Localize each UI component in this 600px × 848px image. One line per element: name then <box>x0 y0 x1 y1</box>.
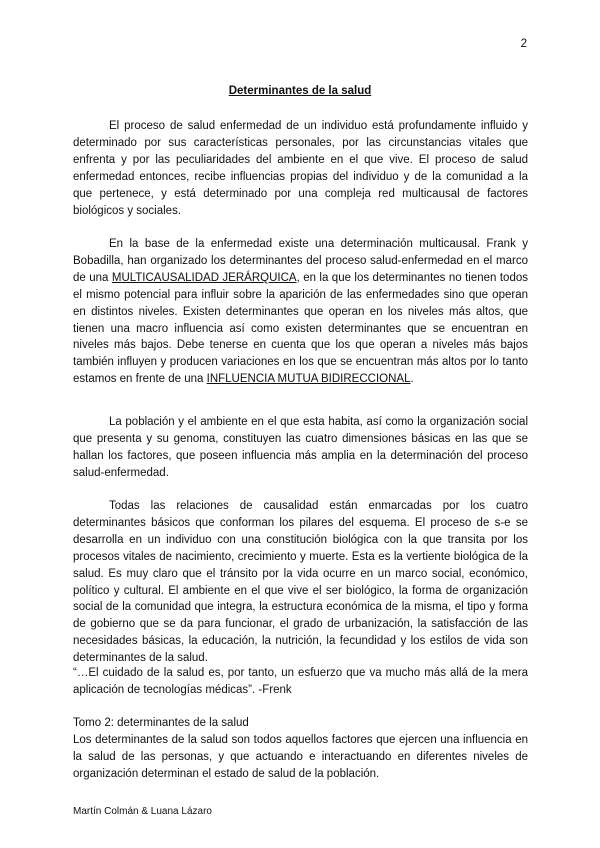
paragraph-3 <box>73 414 528 482</box>
frenk-quote <box>73 665 528 699</box>
page-title: Determinantes de la salud <box>228 85 372 97</box>
paragraph-2-part-a: En la base de la enfermedad existe una determinación multicausal. Frank y Bobadilla, han organizado los determinantes del proceso salud-enfermedad en el marco de una <box>73 238 528 284</box>
paragraph-4 <box>73 498 528 667</box>
paragraph-2-text <box>73 236 528 388</box>
paragraph-2-part-b: , en la que los determinantes no tienen todos el mismo potencial para influir sobre la aparición de las enfermedades sino que operan en distintos niveles. Existen determinantes que operan en los niveles más altos, que tienen una macro influencia así como existen determinantes que se encuentran en niveles más bajos. Debe tenerse en cuenta que los que operan a niveles más bajos también influyen y producen variaciones en los que se encuentran más altos por lo tanto estamos en frente de una <box>73 271 528 386</box>
paragraph-2-part-c: . <box>410 373 414 386</box>
influencia-term: INFLUENCIA MUTUA BIDIRECCIONAL <box>206 373 411 386</box>
quote-text: “…El cuidado de la salud es, por tanto, un esfuerzo que va mucho más allá de la mera aplicación de tecnologías médicas”. -Frenk <box>73 667 528 696</box>
page-footer: Martín Colmán & Luana Lázaro <box>73 806 212 817</box>
tomo-section <box>73 715 528 783</box>
page-number: 2 <box>520 38 527 50</box>
paragraph-3-text: La población y el ambiente en el que esta habita, así como la organización social que presenta y su genoma, constituyen las cuatro dimensiones básicas en las que se hallan los factores, que poseen influencia más amplia en la determinación del proceso salud-enfermedad. <box>73 416 528 479</box>
paragraph-4-text: Todas las relaciones de causalidad están enmarcadas por los cuatro determinantes básicos que conforman los pilares del esquema. El proceso de s-e se desarrolla en un individuo con una constitución biológica con la que transita por los procesos vitales de nacimiento, crecimiento y muerte. Esta es la vertiente biológica de la salud. Es muy claro que el tránsito por la vida ocurre en un marco social, económico, político y cultural. El ambiente en el que vive el ser biológico, la forma de organización social de la comunidad que integra, la estructura económica de la misma, el tipo y forma de gobierno que se da para funcionar, el grado de urbanización, la satisfacción de las necesidades básicas, la educación, la nutrición, la fecundidad y los estilos de vida son determinantes de la salud. <box>73 500 528 665</box>
paragraph-1-text: El proceso de salud enfermedad de un individuo está profundamente influido y determinado por sus características personales, por las circunstancias vitales que enfrenta y por las peculiaridades del ambiente en el que vive. El proceso de salud enfermedad entonces, recibe influencias propias del individuo y de la comunidad a la que pertenece, y está determinado por una compleja red multicausal de factores biológicos y sociales. <box>73 120 528 217</box>
tomo-heading: Tomo 2: determinantes de la salud <box>73 717 249 729</box>
paragraph-1 <box>73 118 528 219</box>
tomo-text: Los determinantes de la salud son todos aquellos factores que ejercen una influencia en la salud de las personas, y que actuando e interactuando en diferentes niveles de organización determinan el estado de salud de la población. <box>73 733 528 780</box>
multicausalidad-term: MULTICAUSALIDAD JERÁRQUICA <box>111 271 297 284</box>
paragraph-2 <box>73 236 528 388</box>
